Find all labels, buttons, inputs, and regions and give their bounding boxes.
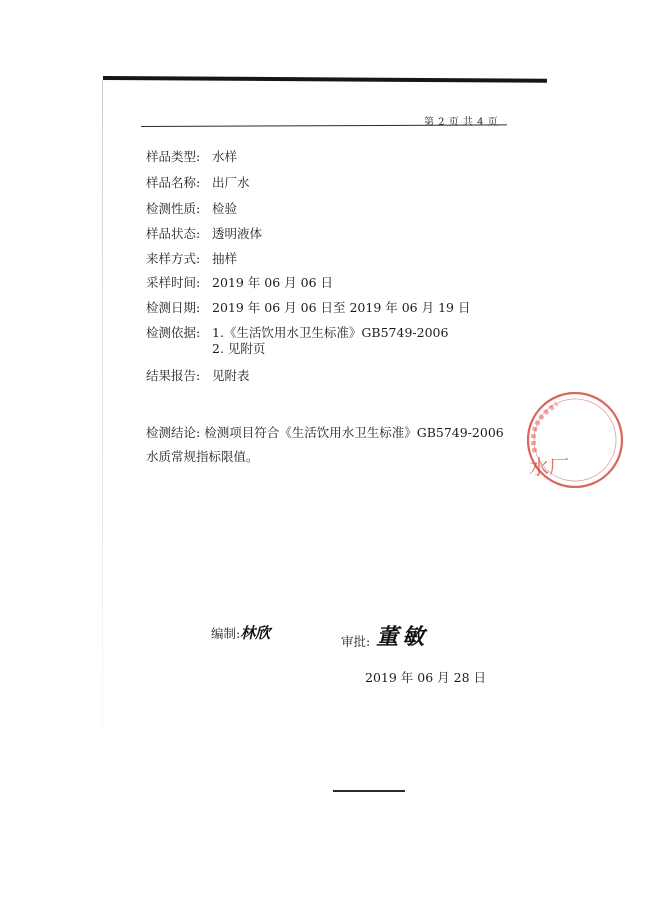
editor-label: 编制:: [211, 626, 241, 641]
field-value-group: [212, 325, 448, 357]
field-value: 水样: [212, 149, 238, 164]
approver-signature: 董敏: [376, 624, 429, 650]
field-value: 2019 年 06 月 06 日: [212, 275, 333, 290]
approver-signature-block: [341, 622, 428, 653]
field-result-report: [146, 368, 250, 384]
seal-stamp-text: 水厂: [529, 455, 569, 479]
field-label: 来样方式:: [146, 251, 201, 266]
field-value: 检验: [212, 201, 238, 216]
field-label: 样品状态:: [146, 226, 201, 241]
field-label: 样品类型:: [146, 149, 201, 164]
field-sample-state: [146, 226, 262, 242]
field-label: 采样时间:: [146, 275, 201, 290]
seal-stamp-graphic: [517, 392, 627, 502]
conclusion-text-line2: 水质常规指标限值。: [146, 449, 259, 464]
page-number: 第 2 页 共 4 页: [424, 117, 499, 128]
scan-left-shadow: [102, 80, 103, 780]
field-value: 透明液体: [212, 226, 263, 241]
approver-label: 审批:: [341, 634, 371, 649]
field-label: 检测日期:: [146, 300, 201, 315]
field-value: 抽样: [212, 251, 238, 266]
field-sample-name: [146, 175, 250, 191]
field-test-nature: [146, 201, 237, 217]
field-value: 见附表: [212, 368, 250, 383]
test-conclusion: [146, 421, 516, 469]
field-label: 检测性质:: [146, 201, 201, 216]
field-label: 样品名称:: [146, 175, 201, 190]
field-test-date: [146, 300, 470, 316]
editor-signature-block: [211, 622, 270, 643]
scan-top-edge: [103, 76, 547, 83]
field-sampling-time: [146, 275, 333, 291]
field-sample-type: [146, 149, 237, 165]
bottom-rule: [333, 790, 405, 792]
seal-stamp: [517, 392, 627, 502]
field-value: 出厂水: [212, 175, 250, 190]
editor-signature: 林欣: [240, 624, 271, 642]
field-test-basis: [146, 325, 448, 357]
conclusion-text-line1: 检测项目符合《生活饮用水卫生标准》GB5749-2006: [204, 425, 504, 440]
field-value: 2019 年 06 月 06 日至 2019 年 06 月 19 日: [212, 300, 471, 315]
issue-date: 2019 年 06 月 28 日: [365, 670, 486, 685]
field-label: 结果报告:: [146, 368, 201, 383]
basis-line: 2. 见附页: [212, 341, 266, 356]
basis-line: 1.《生活饮用水卫生标准》GB5749-2006: [212, 325, 449, 340]
conclusion-label: 检测结论:: [146, 425, 201, 440]
field-label: 检测依据:: [146, 325, 201, 340]
field-sampling-method: [146, 251, 237, 267]
